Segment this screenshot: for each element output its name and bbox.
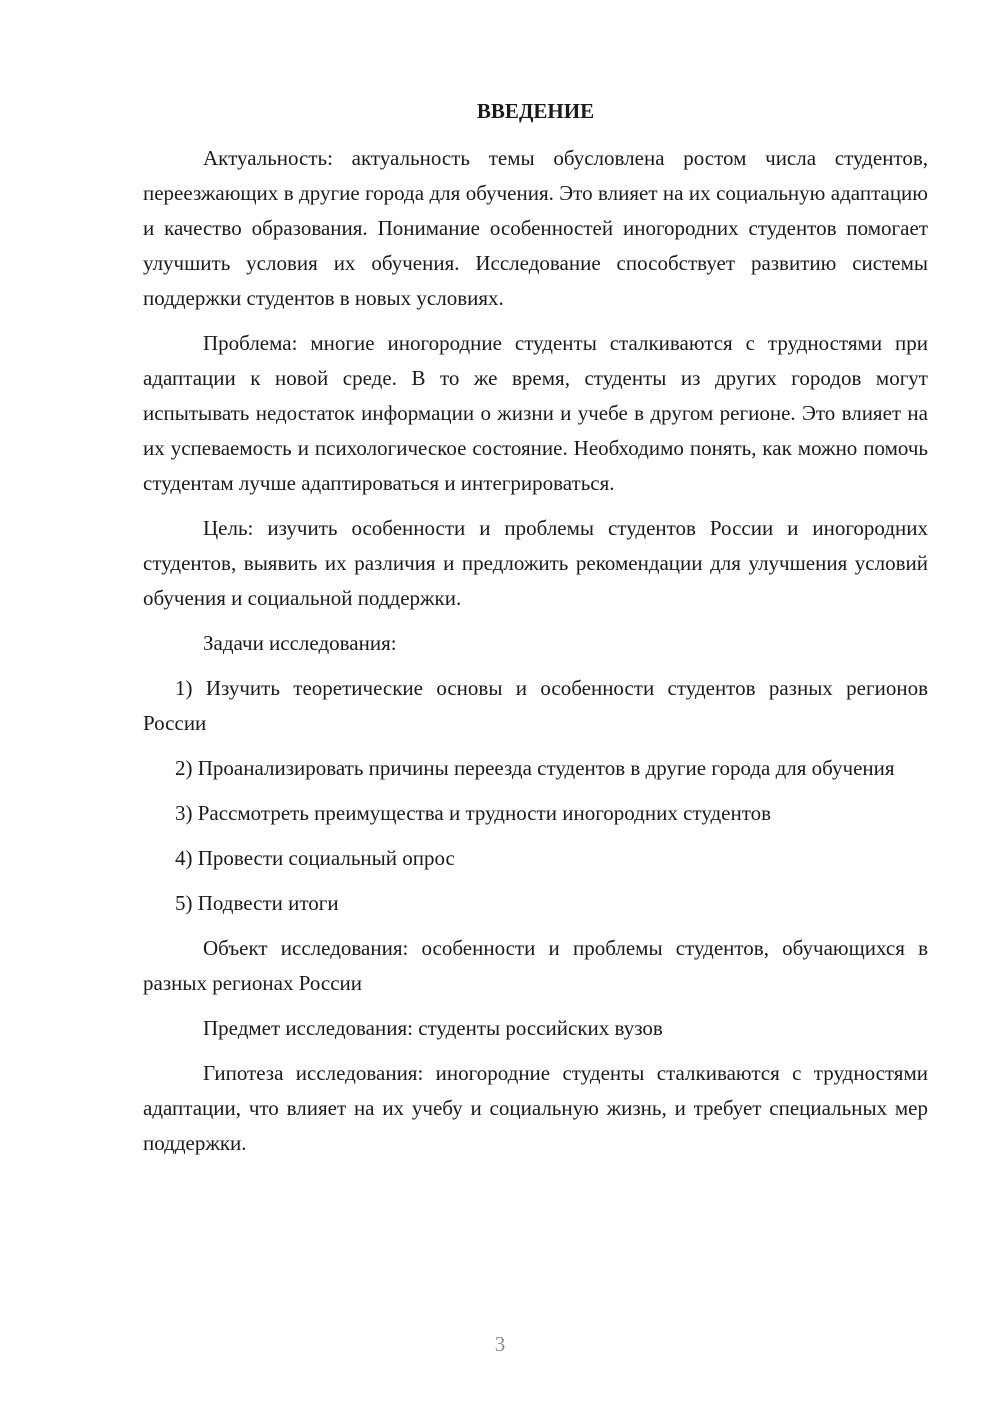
section-title: ВВЕДЕНИЕ [476,99,595,123]
tasks-heading: Задачи исследования: [203,631,397,655]
task-item-5: 5) Подвести итоги [175,891,339,915]
paragraph-relevance: Актуальность: актуальность темы обусловлена ростом числа студентов, переезжающих в другие города для обучения. Это влияет на их социальную адаптацию и качество образования. Понимание особенностей иногородних студентов помогает улучшить условия их обучения. Исследование способствует развитию системы поддержки студентов в новых условиях. [143,146,928,310]
paragraph-problem: Проблема: многие иногородние студенты сталкиваются с трудностями при адаптации к новой среде. В то же время, студенты из других городов могут испытывать недостаток информации о жизни и учебе в другом регионе. Это влияет на их успеваемость и психологическое состояние. Необходимо понять, как можно помочь студентам лучше адаптироваться и интегрироваться. [143,331,928,495]
paragraph-hypothesis: Гипотеза исследования: иногородние студенты сталкиваются с трудностями адаптации, что влияет на их учебу и социальную жизнь, и требует специальных мер поддержки. [143,1061,928,1155]
paragraph-goal: Цель: изучить особенности и проблемы студентов России и иногородних студентов, выявить их различия и предложить рекомендации для улучшения условий обучения и социальной поддержки. [143,516,928,610]
paragraph-object: Объект исследования: особенности и проблемы студентов, обучающихся в разных регионах России [143,936,928,995]
page-number: 3 [494,1332,506,1356]
task-item-3: 3) Рассмотреть преимущества и трудности иногородних студентов [175,801,772,825]
document-page [143,94,928,1171]
task-item-2: 2) Проанализировать причины переезда студентов в другие города для обучения [175,756,895,780]
paragraph-subject: Предмет исследования: студенты российских вузов [203,1016,663,1040]
task-item-4: 4) Провести социальный опрос [175,846,455,870]
task-item-1: 1) Изучить теоретические основы и особенности студентов разных регионов России [143,676,928,735]
